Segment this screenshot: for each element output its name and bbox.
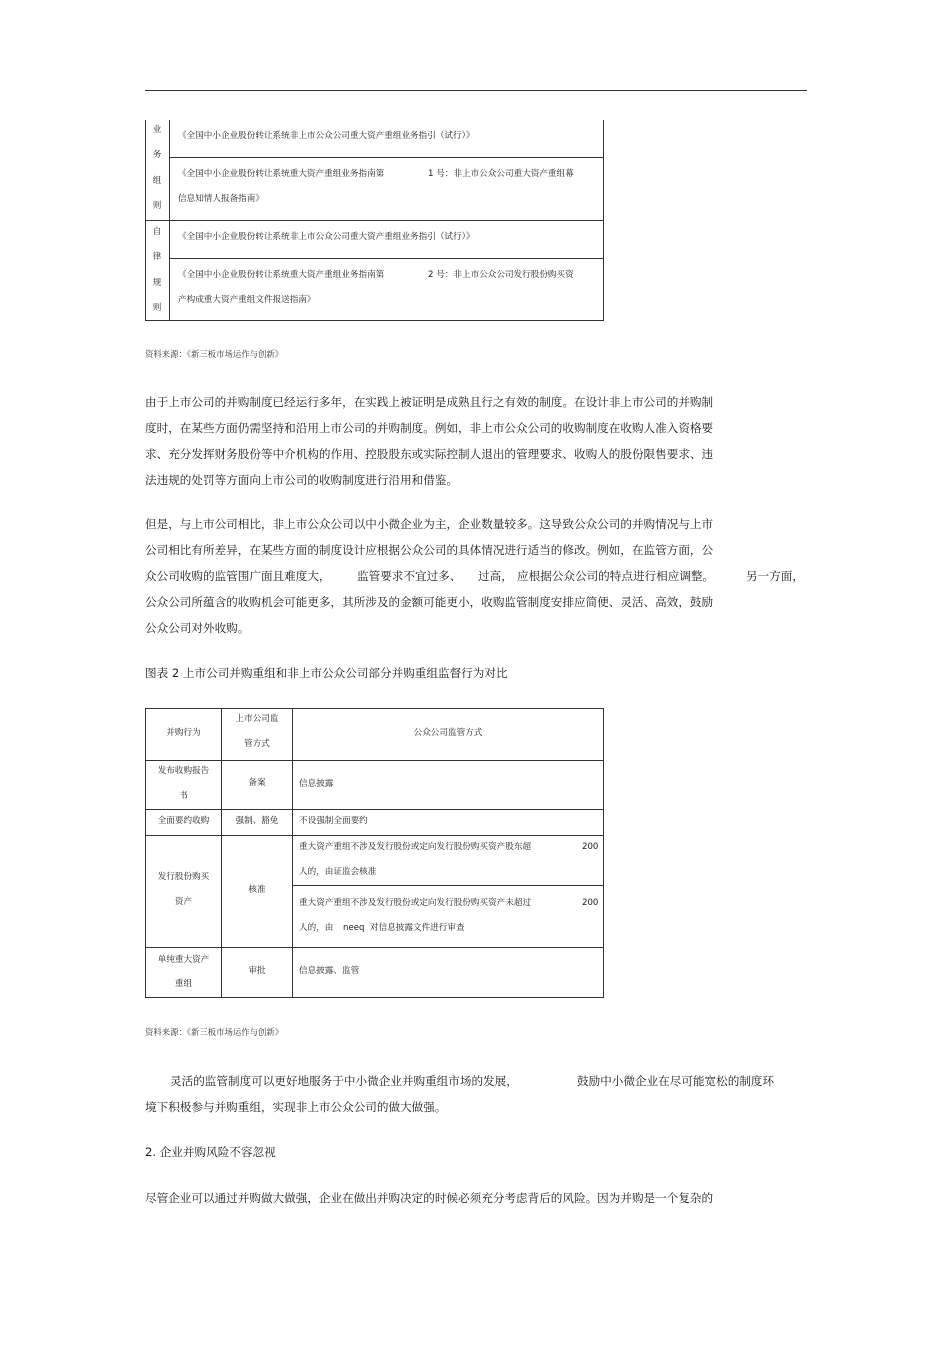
table-cell: 人的，由证监会核准: [299, 867, 377, 877]
header-cell: 并购行为: [166, 728, 201, 738]
comparison-table: [145, 708, 604, 998]
table-cell: 发布收购报告: [157, 766, 210, 776]
paragraph-line: 公众公司对外收购。: [145, 621, 250, 635]
row-divider: [292, 885, 603, 886]
table-cell: 重组: [174, 979, 193, 989]
row-divider: [146, 809, 603, 810]
column-divider: [221, 709, 222, 997]
table-cell: 发行股份购买: [157, 872, 210, 882]
table-cell: 信息披露: [299, 779, 334, 789]
paragraph-line: 但是，与上市公司相比，非上市公众公司以中小微企业为主，企业数量较多。这导致公众公司的并购情况与上市: [145, 517, 714, 531]
table-cell: 对信息披露文件进行审查: [370, 923, 465, 933]
table-cell-text: 《全国中小企业股份转让系统非上市公众公司重大资产重组业务指引（试行）》: [178, 131, 475, 141]
table-cell-text: 《全国中小企业股份转让系统重大资产重组业务指南第: [178, 270, 385, 280]
top-rule: [145, 90, 807, 91]
table-cell: 重大资产重组不涉及发行股份或定向发行股份购买资产未超过: [299, 898, 532, 908]
paragraph-line: 度时，在某些方面仍需坚持和沿用上市公司的并购制度。例如，非上市公众公司的收购制度在收购人准入资格要: [145, 421, 714, 435]
header-cell: 管方式: [244, 739, 270, 749]
figure-caption: 图表 2 上市公司并购重组和非上市公众公司部分并购重组监督行为对比: [145, 666, 508, 680]
paragraph-line: 公司相比有所差异，在某些方面的制度设计应根据公众公司的具体情况进行适当的修改。例如，在监管方面，公: [145, 543, 714, 557]
paragraph-line: 另一方面，: [746, 569, 804, 583]
paragraph-line: 公众公司所蕴含的收购机会可能更多，其所涉及的金额可能更小，收购监管制度安排应简便、灵活、高效，鼓励: [145, 595, 714, 609]
table-cell: 全面要约收购: [157, 816, 210, 826]
paragraph-line: 过高，: [478, 569, 513, 583]
table-cell: 200: [582, 842, 599, 852]
source-note: 资料来源：《新三板市场运作与创新》: [145, 1027, 284, 1037]
paragraph-line: 境下积极参与并购重组，实现非上市公众公司的做大做强。: [145, 1100, 447, 1114]
paragraph-line: 鼓励中小微企业在尽可能宽松的制度环: [577, 1074, 775, 1088]
row-separator: [169, 157, 604, 158]
header-cell: 上市公司监: [235, 714, 279, 724]
table-cell: 资产: [174, 897, 193, 907]
table-cell-text: 2 号：非上市公众公司发行股份购买资: [428, 270, 574, 280]
paragraph-line: 应根据公众公司的特点进行相应调整。: [517, 569, 715, 583]
table-cell-text: 1 号：非上市公众公司重大资产重组幕: [428, 169, 574, 179]
paragraph-line: 法违规的处罚等方面向上市公司的收购制度进行沿用和借鉴。: [145, 473, 459, 487]
group-label-char: 自: [152, 227, 162, 237]
section-heading: 2. 企业并购风险不容忽视: [145, 1145, 276, 1159]
row-divider: [146, 835, 603, 836]
group-label-char: 组: [152, 176, 162, 186]
paragraph-line: 求、充分发挥财务股份等中介机构的作用、控股股东或实际控制人退出的管理要求、收购人的股份限售要求、违: [145, 447, 714, 461]
table-cell: 核准: [248, 885, 266, 895]
paragraph-line: 监管要求不宜过多、: [357, 569, 462, 583]
group-separator: [145, 220, 604, 221]
table-cell-text: 信息知情人报备指南》: [178, 194, 264, 204]
row-divider: [146, 760, 603, 761]
table-cell: 重大资产重组不涉及发行股份或定向发行股份购买资产股东超: [299, 842, 532, 852]
table-cell: 备案: [248, 778, 266, 788]
group-label-char: 规: [152, 278, 162, 288]
paragraph-line: 由于上市公司的并购制度已经运行多年，在实践上被证明是成熟且行之有效的制度。在设计非上市公司的并购制: [145, 395, 714, 409]
table-cell: 书: [179, 791, 188, 801]
table-cell-text: 《全国中小企业股份转让系统重大资产重组业务指南第: [178, 169, 385, 179]
group-label-char: 业: [152, 125, 162, 135]
group-label-char: 则: [152, 303, 162, 313]
paragraph-line: 灵活的监管制度可以更好地服务于中小微企业并购重组市场的发展，: [170, 1074, 518, 1088]
table-cell: 单纯重大资产: [157, 955, 210, 965]
table-cell: 强制、豁免: [235, 816, 279, 826]
group-label-char: 则: [152, 201, 162, 211]
table-cell: 不设强制全面要约: [299, 816, 368, 826]
table-cell: neeq: [343, 923, 365, 933]
table-cell: 人的，由: [299, 923, 334, 933]
paragraph-line: 尽管企业可以通过并购做大做强，企业在做出并购决定的时候必须充分考虑背后的风险。因为并购是一个复杂的: [145, 1191, 714, 1205]
table-cell-text: 《全国中小企业股份转让系统非上市公众公司重大资产重组业务指引（试行）》: [178, 232, 475, 242]
table-cell: 审批: [248, 966, 266, 976]
source-note: 资料来源：《新三板市场运作与创新》: [145, 349, 284, 359]
table-cell-text: 产构成重大资产重组文件报送指南》: [178, 295, 316, 305]
row-separator: [169, 258, 604, 259]
group-label-char: 务: [152, 150, 162, 160]
table-cell: 信息披露、监管: [299, 966, 360, 976]
table-bottom-border: [145, 320, 604, 321]
group-label-char: 律: [152, 252, 162, 262]
column-divider: [292, 709, 293, 997]
paragraph-line: 众公司收购的监管围广面且难度大，: [145, 569, 331, 583]
row-divider: [146, 947, 603, 948]
header-cell: 公众公司监管方式: [413, 728, 483, 738]
table-cell: 200: [582, 898, 599, 908]
